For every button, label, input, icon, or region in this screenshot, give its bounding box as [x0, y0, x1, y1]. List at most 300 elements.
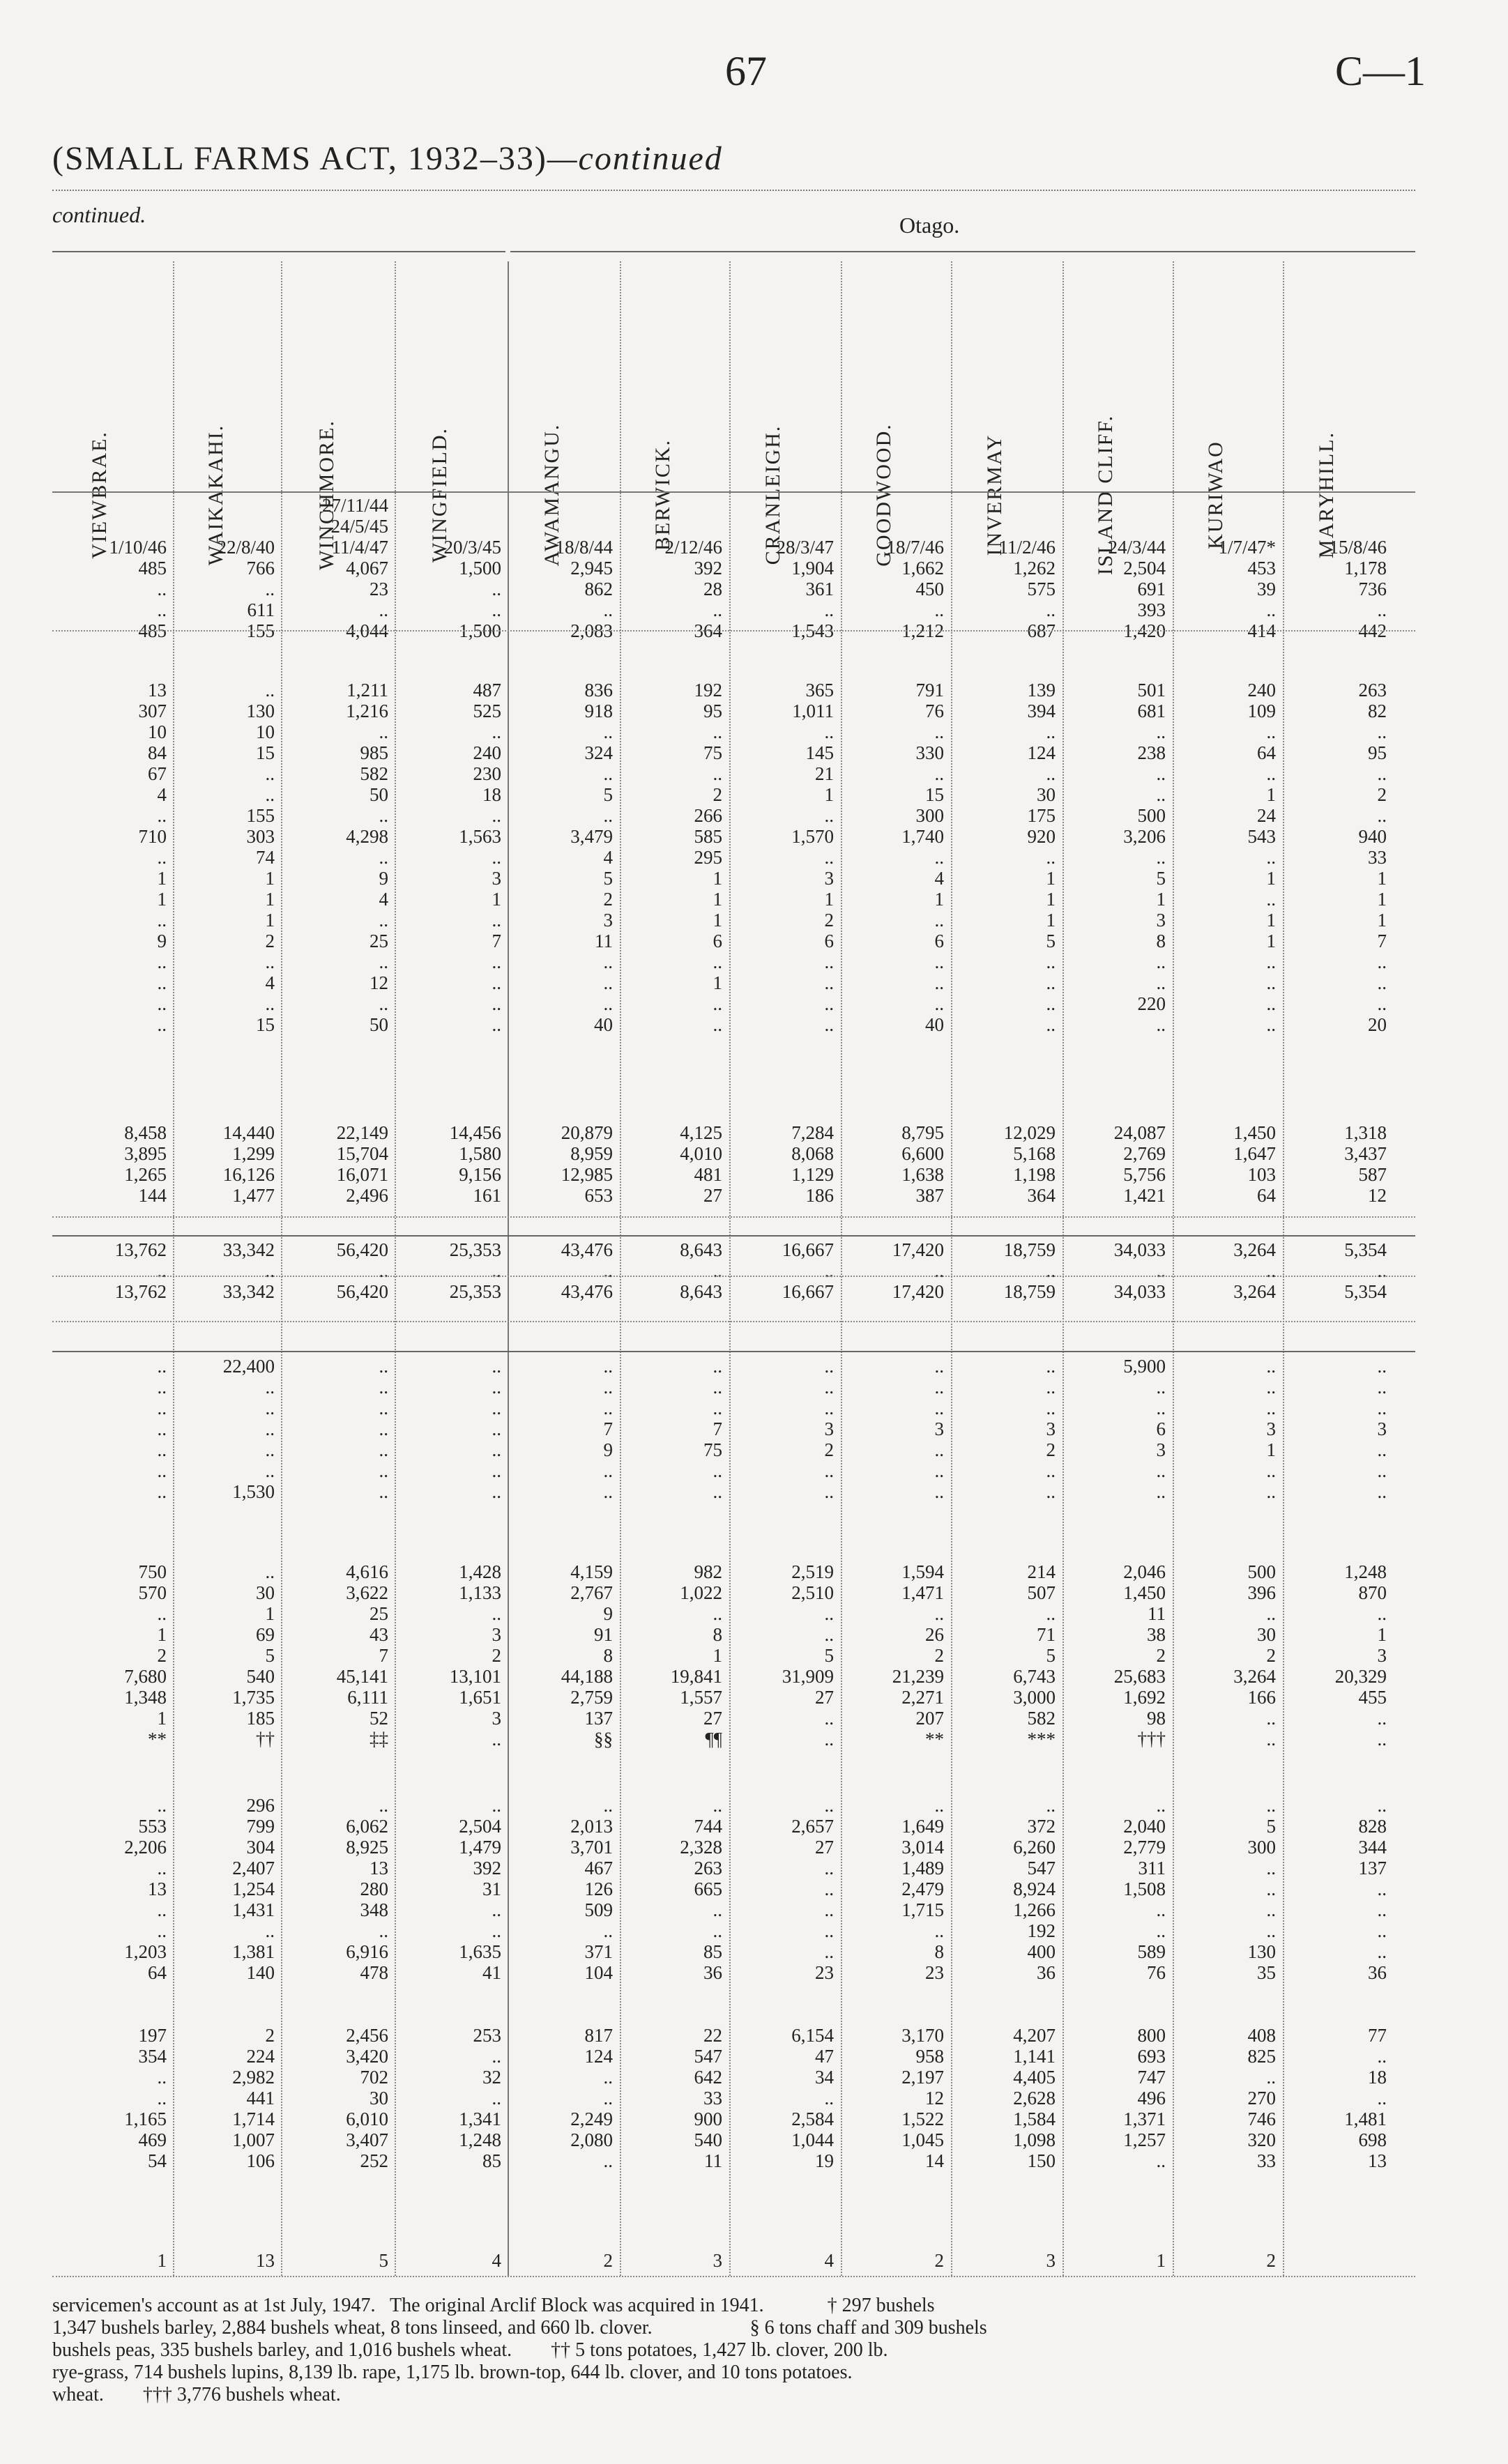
cell-viewbrae: ..	[157, 1260, 167, 1281]
cell-berwick: 95	[703, 701, 722, 721]
cell-berwick: 28	[703, 579, 722, 599]
cell-awamangu: 3,701	[570, 1837, 613, 1858]
cell-waikakahi: 1,254	[232, 1878, 275, 1899]
cell-goodwood: 76	[925, 701, 944, 721]
cell-viewbrae: 307	[138, 701, 167, 721]
cell-invermay: 1,098	[1013, 2129, 1056, 2150]
cell-winchmore: 16,071	[336, 1164, 388, 1185]
cell-island_cliff: 500	[1137, 805, 1166, 826]
cell-winchmore: ..	[379, 1260, 388, 1281]
cell-winchmore: 13	[370, 1858, 388, 1878]
cell-winchmore: ..	[379, 1460, 388, 1481]
cell-viewbrae: ..	[157, 1460, 167, 1481]
cell-viewbrae: 1	[157, 889, 167, 910]
cell-berwick: 547	[694, 2046, 722, 2067]
cell-winchmore: 1,211	[346, 680, 388, 701]
column-header-label: WAIKAKAHI.	[204, 424, 227, 566]
cell-maryhill: 33	[1368, 847, 1387, 868]
cell-waikakahi: 540	[246, 1666, 275, 1687]
cell-winchmore: 4,044	[346, 620, 388, 641]
cell-berwick: 266	[694, 805, 722, 826]
column-header-label: KURIWAO	[1204, 441, 1227, 549]
cell-goodwood: ..	[934, 1603, 944, 1624]
cell-winchmore: ..	[379, 1356, 388, 1377]
cell-waikakahi: 16,126	[222, 1164, 275, 1185]
cell-awamangu: 12,985	[561, 1164, 613, 1185]
cell-berwick: 36	[703, 1962, 722, 1983]
cell-winchmore: 23	[370, 579, 388, 599]
cell-island_cliff: 2,046	[1123, 1561, 1166, 1582]
footnote-line: servicemen's account as at 1st July, 1947. The original Arclif Block was acquired in 1941. † 297 bushels	[52, 2295, 935, 2316]
cell-waikakahi: 155	[246, 620, 275, 641]
cell-wingfield: 1,248	[459, 2129, 501, 2150]
cell-island_cliff: 38	[1147, 1624, 1166, 1645]
cell-winchmore: 6,916	[346, 1941, 388, 1962]
cell-goodwood: 17,420	[892, 1281, 944, 1302]
cell-maryhill: 3	[1377, 1645, 1387, 1666]
cell-viewbrae: 197	[138, 2025, 167, 2046]
cell-cranleigh: ..	[824, 1356, 834, 1377]
cell-wingfield: 20/3/45	[443, 537, 501, 558]
cell-maryhill: 940	[1358, 826, 1387, 847]
cell-winchmore: 9	[379, 868, 388, 889]
cell-island_cliff: 1,450	[1123, 1582, 1166, 1603]
right-group-label: Otago.	[899, 213, 960, 238]
cell-island_cliff: ..	[1156, 1899, 1166, 1920]
cell-awamangu: 324	[584, 742, 613, 763]
cell-maryhill: 1,248	[1344, 1561, 1387, 1582]
cell-berwick: 1,557	[680, 1687, 722, 1708]
cell-invermay: ..	[1046, 993, 1056, 1014]
footnotes	[52, 2295, 1380, 2406]
cell-cranleigh: ..	[824, 1920, 834, 1941]
cell-island_cliff: 747	[1137, 2067, 1166, 2088]
cell-invermay: 920	[1027, 826, 1056, 847]
cell-waikakahi: 1,381	[232, 1941, 275, 1962]
cell-waikakahi: 296	[246, 1795, 275, 1816]
cell-maryhill: 344	[1358, 1837, 1387, 1858]
cell-berwick: ..	[713, 1481, 722, 1502]
cell-waikakahi: 1,007	[232, 2129, 275, 2150]
cell-awamangu: 2,945	[570, 558, 613, 579]
cell-viewbrae: ..	[157, 599, 167, 620]
cell-kuriwao: 543	[1247, 826, 1276, 847]
cell-cranleigh: ..	[824, 1941, 834, 1962]
cell-viewbrae: 3,895	[124, 1143, 167, 1164]
cell-invermay: 372	[1027, 1816, 1056, 1837]
cell-cranleigh: 19	[815, 2150, 834, 2171]
cell-kuriwao: 270	[1247, 2088, 1276, 2109]
cell-awamangu: ..	[603, 1260, 613, 1281]
column-header-label: ISLAND CLIFF.	[1094, 414, 1117, 576]
cell-wingfield: ..	[492, 910, 501, 931]
cell-waikakahi: 2	[265, 931, 275, 951]
cell-maryhill: ..	[1377, 805, 1387, 826]
cell-maryhill: ..	[1377, 1795, 1387, 1816]
cell-viewbrae: 1	[157, 2250, 167, 2271]
cell-viewbrae: 1,203	[124, 1941, 167, 1962]
title-main: (SMALL FARMS ACT, 1932–33)	[52, 140, 547, 177]
cell-awamangu: 467	[584, 1858, 613, 1878]
cell-cranleigh: 31,909	[782, 1666, 834, 1687]
cell-awamangu: 862	[584, 579, 613, 599]
cell-viewbrae: **	[148, 1729, 167, 1750]
cell-invermay: 364	[1027, 1185, 1056, 1206]
cell-goodwood: 40	[925, 1014, 944, 1035]
cell-viewbrae: 64	[148, 1962, 167, 1983]
cell-cranleigh: ..	[824, 993, 834, 1014]
cell-kuriwao: 130	[1247, 1941, 1276, 1962]
cell-island_cliff: 1,692	[1123, 1687, 1166, 1708]
cell-wingfield: 85	[482, 2150, 501, 2171]
cell-invermay: 5	[1046, 1645, 1056, 1666]
cell-wingfield: 1,428	[459, 1561, 501, 1582]
cell-maryhill: ..	[1377, 1439, 1387, 1460]
column-header-label: BERWICK.	[650, 438, 674, 551]
cell-goodwood: 450	[915, 579, 944, 599]
section-rule	[52, 1216, 1415, 1218]
cell-winchmore: ..	[379, 1481, 388, 1502]
cell-invermay: 1	[1046, 868, 1056, 889]
cell-kuriwao: 5	[1266, 1816, 1276, 1837]
cell-kuriwao: 396	[1247, 1582, 1276, 1603]
cell-invermay: ..	[1046, 1603, 1056, 1624]
cell-maryhill: 15/8/46	[1329, 537, 1387, 558]
cell-wingfield: ..	[492, 1729, 501, 1750]
cell-winchmore: 4,616	[346, 1561, 388, 1582]
cell-viewbrae: 84	[148, 742, 167, 763]
cell-waikakahi: 2	[265, 2025, 275, 2046]
cell-kuriwao: 300	[1247, 1837, 1276, 1858]
page-code: C—1	[1335, 48, 1426, 94]
cell-invermay: 1	[1046, 889, 1056, 910]
cell-island_cliff: 6	[1156, 1418, 1166, 1439]
cell-awamangu: 124	[584, 2046, 613, 2067]
cell-invermay: 4,207	[1013, 2025, 1056, 2046]
cell-winchmore: 7	[379, 1645, 388, 1666]
cell-island_cliff: 3	[1156, 1439, 1166, 1460]
cell-berwick: 364	[694, 620, 722, 641]
cell-wingfield: ..	[492, 847, 501, 868]
cell-awamangu: 5	[603, 784, 613, 805]
cell-invermay: 214	[1027, 1561, 1056, 1582]
cell-winchmore: ..	[379, 1439, 388, 1460]
cell-kuriwao: 1/7/47*	[1218, 537, 1276, 558]
cell-awamangu: 2,759	[570, 1687, 613, 1708]
cell-berwick: ..	[713, 763, 722, 784]
cell-wingfield: 525	[473, 701, 501, 721]
cell-invermay: ..	[1046, 599, 1056, 620]
cell-goodwood: 1,489	[901, 1858, 944, 1878]
cell-island_cliff: 34,033	[1113, 1239, 1166, 1260]
cell-goodwood: 387	[915, 1185, 944, 1206]
cell-berwick: 22	[703, 2025, 722, 2046]
cell-kuriwao: ..	[1266, 1377, 1276, 1398]
cell-maryhill: ..	[1377, 2088, 1387, 2109]
cell-berwick: 2/12/46	[664, 537, 722, 558]
cell-viewbrae: 9	[157, 931, 167, 951]
cell-island_cliff: 800	[1137, 2025, 1166, 2046]
cell-berwick: 2,328	[680, 1837, 722, 1858]
cell-kuriwao: ..	[1266, 847, 1276, 868]
cell-invermay: 175	[1027, 805, 1056, 826]
cell-wingfield: ..	[492, 951, 501, 972]
cell-waikakahi: 10	[256, 721, 275, 742]
cell-viewbrae: 144	[138, 1185, 167, 1206]
cell-maryhill: 77	[1368, 2025, 1387, 2046]
cell-island_cliff: 3	[1156, 910, 1166, 931]
cell-kuriwao: 3,264	[1233, 1666, 1276, 1687]
cell-awamangu: ..	[603, 763, 613, 784]
column-header-label: AWAMANGU.	[540, 423, 563, 567]
cell-berwick: ..	[713, 1603, 722, 1624]
cell-kuriwao: ..	[1266, 1356, 1276, 1377]
cell-cranleigh: ..	[824, 2088, 834, 2109]
cell-waikakahi: 1	[265, 868, 275, 889]
cell-island_cliff: 11	[1148, 1603, 1166, 1624]
cell-maryhill: 137	[1358, 1858, 1387, 1878]
cell-invermay: ..	[1046, 972, 1056, 993]
cell-maryhill: ..	[1377, 1941, 1387, 1962]
cell-cranleigh: ..	[824, 1858, 834, 1878]
cell-cranleigh: 145	[805, 742, 834, 763]
cell-viewbrae: 8,458	[124, 1122, 167, 1143]
cell-viewbrae: 1,265	[124, 1164, 167, 1185]
cell-kuriwao: ..	[1266, 1014, 1276, 1035]
cell-wingfield: 1,580	[459, 1143, 501, 1164]
cell-berwick: 8,643	[680, 1239, 722, 1260]
cell-invermay: 1,584	[1013, 2109, 1056, 2129]
cell-wingfield: ..	[492, 1481, 501, 1502]
cell-winchmore: 6,010	[346, 2109, 388, 2129]
cell-invermay: 575	[1027, 579, 1056, 599]
cell-cranleigh: 27	[815, 1837, 834, 1858]
cell-cranleigh: 16,667	[782, 1239, 834, 1260]
cell-wingfield: ..	[492, 1418, 501, 1439]
cell-awamangu: 4,159	[570, 1561, 613, 1582]
cell-waikakahi: 441	[246, 2088, 275, 2109]
cell-kuriwao: 320	[1247, 2129, 1276, 2150]
cell-maryhill: 95	[1368, 742, 1387, 763]
cell-winchmore: 985	[360, 742, 388, 763]
cell-berwick: 75	[703, 1439, 722, 1460]
cell-maryhill: 442	[1358, 620, 1387, 641]
cell-wingfield: 1,500	[459, 558, 501, 579]
cell-berwick: ..	[713, 1899, 722, 1920]
cell-cranleigh: 2,519	[791, 1561, 834, 1582]
cell-invermay: ***	[1027, 1729, 1056, 1750]
cell-winchmore: 8,925	[346, 1837, 388, 1858]
cell-wingfield: 4	[492, 2250, 501, 2271]
cell-invermay: 1,141	[1013, 2046, 1056, 2067]
cell-cranleigh: ..	[824, 1624, 834, 1645]
cell-island_cliff: 2,769	[1123, 1143, 1166, 1164]
cell-awamangu: 2,080	[570, 2129, 613, 2150]
cell-awamangu: 126	[584, 1878, 613, 1899]
cell-maryhill: 1	[1377, 1624, 1387, 1645]
cell-berwick: 1	[713, 972, 722, 993]
cell-kuriwao: 1,647	[1233, 1143, 1276, 1164]
cell-waikakahi: ..	[265, 993, 275, 1014]
cell-wingfield: 1,341	[459, 2109, 501, 2129]
cell-goodwood: ..	[934, 599, 944, 620]
cell-berwick: 19,841	[670, 1666, 722, 1687]
cell-island_cliff: 1,508	[1123, 1878, 1166, 1899]
cell-invermay: 2,628	[1013, 2088, 1056, 2109]
cell-waikakahi: 130	[246, 701, 275, 721]
cell-winchmore: 24/5/45	[330, 516, 388, 537]
cell-island_cliff: 5,756	[1123, 1164, 1166, 1185]
cell-winchmore: ..	[379, 1920, 388, 1941]
cell-winchmore: 5	[379, 2250, 388, 2271]
cell-waikakahi: 2,407	[232, 1858, 275, 1878]
section-rule	[52, 1321, 1415, 1322]
column-header-label: WINCHMORE.	[314, 420, 338, 570]
cell-winchmore: ..	[379, 910, 388, 931]
cell-invermay: 5	[1046, 931, 1056, 951]
cell-kuriwao: ..	[1266, 1878, 1276, 1899]
cell-cranleigh: 34	[815, 2067, 834, 2088]
cell-awamangu: ..	[603, 2088, 613, 2109]
cell-maryhill: ..	[1377, 1878, 1387, 1899]
cell-island_cliff: ..	[1156, 1481, 1166, 1502]
cell-kuriwao: ..	[1266, 972, 1276, 993]
cell-berwick: 744	[694, 1816, 722, 1837]
cell-berwick: 585	[694, 826, 722, 847]
cell-viewbrae: 10	[148, 721, 167, 742]
cell-goodwood: ..	[934, 1460, 944, 1481]
cell-awamangu: ..	[603, 1377, 613, 1398]
cell-awamangu: 44,188	[561, 1666, 613, 1687]
section-rule	[52, 1235, 1415, 1237]
cell-kuriwao: 3,264	[1233, 1281, 1276, 1302]
cell-awamangu: ..	[603, 951, 613, 972]
cell-viewbrae: 485	[138, 558, 167, 579]
cell-island_cliff: ..	[1156, 1795, 1166, 1816]
cell-goodwood: 3	[934, 1418, 944, 1439]
cell-kuriwao: 39	[1257, 579, 1276, 599]
cell-wingfield: ..	[492, 1260, 501, 1281]
cell-invermay: 1,198	[1013, 1164, 1056, 1185]
cell-waikakahi: 33,342	[222, 1239, 275, 1260]
cell-viewbrae: 13,762	[114, 1239, 167, 1260]
cell-maryhill: 1	[1377, 910, 1387, 931]
cell-cranleigh: ..	[824, 1603, 834, 1624]
cell-waikakahi: 1,431	[232, 1899, 275, 1920]
cell-wingfield: ..	[492, 2046, 501, 2067]
cell-island_cliff: 1,371	[1123, 2109, 1166, 2129]
cell-winchmore: 4	[379, 889, 388, 910]
cell-waikakahi: 15	[256, 1014, 275, 1035]
cell-winchmore: 702	[360, 2067, 388, 2088]
cell-cranleigh: 1,570	[791, 826, 834, 847]
cell-winchmore: 50	[370, 1014, 388, 1035]
cell-awamangu: ..	[603, 805, 613, 826]
cell-awamangu: 9	[603, 1603, 613, 1624]
cell-invermay: 3,000	[1013, 1687, 1056, 1708]
cell-invermay: ..	[1046, 721, 1056, 742]
cell-waikakahi: ..	[265, 763, 275, 784]
cell-waikakahi: 5	[265, 1645, 275, 1666]
cell-goodwood: ..	[934, 1795, 944, 1816]
page-title	[52, 139, 723, 178]
cell-invermay: 3	[1046, 2250, 1056, 2271]
cell-waikakahi: ..	[265, 951, 275, 972]
cell-viewbrae: 354	[138, 2046, 167, 2067]
cell-viewbrae: 1/10/46	[109, 537, 167, 558]
cell-island_cliff: 8	[1156, 931, 1166, 951]
cell-cranleigh: ..	[824, 1481, 834, 1502]
cell-berwick: 8,643	[680, 1281, 722, 1302]
cell-awamangu: ..	[603, 2150, 613, 2171]
cell-invermay: 547	[1027, 1858, 1056, 1878]
cell-awamangu: 40	[594, 1014, 613, 1035]
cell-waikakahi: ..	[265, 784, 275, 805]
cell-maryhill: 5,354	[1344, 1281, 1387, 1302]
cell-kuriwao: 24	[1257, 805, 1276, 826]
cell-island_cliff: ..	[1156, 1260, 1166, 1281]
cell-kuriwao: 1	[1266, 931, 1276, 951]
cell-waikakahi: 1	[265, 889, 275, 910]
cell-awamangu: 2,083	[570, 620, 613, 641]
section-rule	[52, 1351, 1415, 1352]
cell-island_cliff: 220	[1137, 993, 1166, 1014]
cell-kuriwao: 3	[1266, 1418, 1276, 1439]
cell-awamangu: 918	[584, 701, 613, 721]
cell-maryhill: 36	[1368, 1962, 1387, 1983]
cell-kuriwao: 64	[1257, 742, 1276, 763]
cell-viewbrae: 469	[138, 2129, 167, 2150]
cell-berwick: 900	[694, 2109, 722, 2129]
cell-awamangu: ..	[603, 721, 613, 742]
cell-kuriwao: ..	[1266, 1899, 1276, 1920]
cell-cranleigh: 1,011	[792, 701, 834, 721]
cell-goodwood: ..	[934, 721, 944, 742]
cell-cranleigh: 3	[824, 1418, 834, 1439]
cell-maryhill: ..	[1377, 1377, 1387, 1398]
cell-viewbrae: 553	[138, 1816, 167, 1837]
cell-goodwood: 8	[934, 1941, 944, 1962]
cell-waikakahi: ..	[265, 1460, 275, 1481]
page-number: 67	[725, 48, 767, 94]
cell-goodwood: 791	[915, 680, 944, 701]
cell-waikakahi: 766	[246, 558, 275, 579]
cell-viewbrae: 710	[138, 826, 167, 847]
cell-berwick: 982	[694, 1561, 722, 1582]
cell-berwick: 27	[703, 1185, 722, 1206]
cell-viewbrae: ..	[157, 2088, 167, 2109]
cell-waikakahi: ††	[256, 1729, 275, 1750]
cell-island_cliff: 25,683	[1113, 1666, 1166, 1687]
cell-berwick: ..	[713, 1795, 722, 1816]
cell-winchmore: 6,062	[346, 1816, 388, 1837]
cell-winchmore: 280	[360, 1878, 388, 1899]
cell-island_cliff: 98	[1147, 1708, 1166, 1729]
cell-island_cliff: ..	[1156, 721, 1166, 742]
cell-kuriwao: 240	[1247, 680, 1276, 701]
cell-maryhill: ..	[1377, 1460, 1387, 1481]
cell-winchmore: 52	[370, 1708, 388, 1729]
cell-viewbrae: 1,348	[124, 1687, 167, 1708]
cell-awamangu: 509	[584, 1899, 613, 1920]
cell-viewbrae: ..	[157, 2067, 167, 2088]
cell-awamangu: ..	[603, 1795, 613, 1816]
cell-berwick: ..	[713, 951, 722, 972]
cell-goodwood: ..	[934, 1356, 944, 1377]
cell-island_cliff: 501	[1137, 680, 1166, 701]
cell-viewbrae: 485	[138, 620, 167, 641]
cell-maryhill: 2	[1377, 784, 1387, 805]
